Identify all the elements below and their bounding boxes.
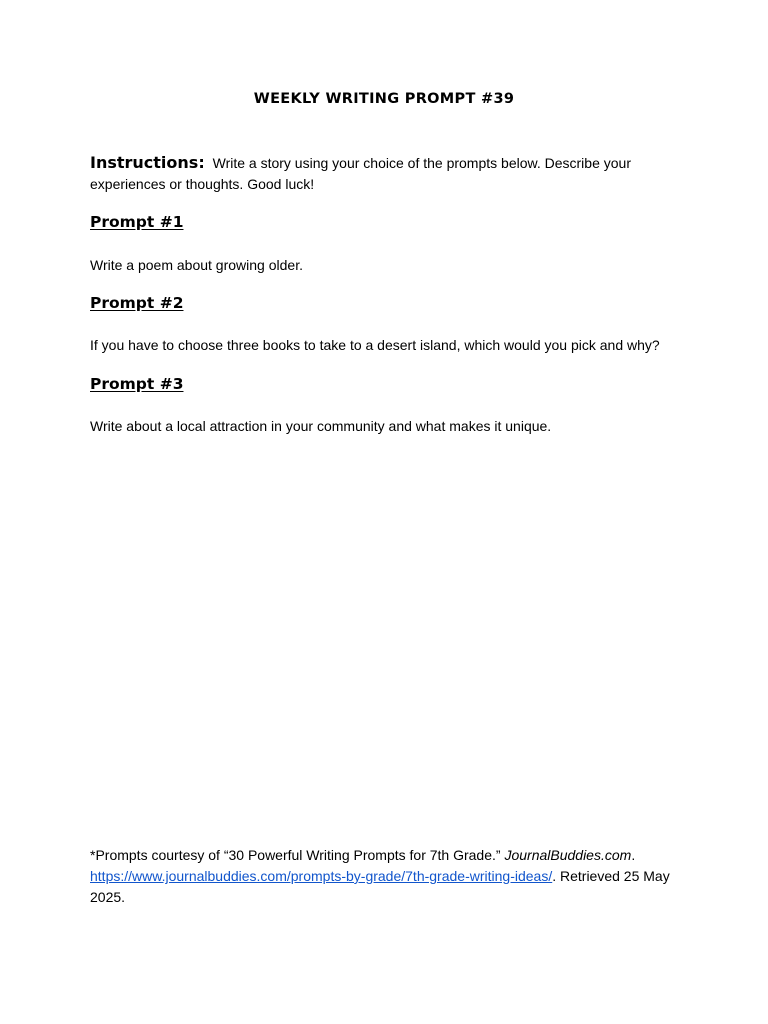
- prompt-2-heading: Prompt #2: [90, 294, 184, 312]
- prompt-1-text: Write a poem about growing older.: [90, 257, 303, 273]
- instructions-text: Write a story using your choice of the prompts below. Describe your experiences or thoughts. Good luck!: [90, 155, 631, 192]
- instructions-paragraph: [90, 152, 670, 195]
- prompt-2-text: If you have to choose three books to take to a desert island, which would you pick and why?: [90, 337, 660, 353]
- footnote-retrieved: . Retrieved 25 May 2025.: [90, 868, 670, 905]
- footnote-prefix: *Prompts courtesy of “30 Powerful Writing Prompts for 7th Grade.”: [90, 847, 505, 863]
- footnote-source-suffix: .: [631, 847, 636, 863]
- prompt-3-text: Write about a local attraction in your community and what makes it unique.: [90, 418, 552, 434]
- instructions-label: Instructions:: [90, 153, 205, 172]
- source-footnote: [90, 845, 670, 908]
- footnote-source-link[interactable]: https://www.journalbuddies.com/prompts-by-grade/7th-grade-writing-ideas/: [90, 868, 553, 884]
- prompt-1-heading: Prompt #1: [90, 213, 184, 231]
- page-title: WEEKLY WRITING PROMPT #39: [253, 91, 515, 107]
- footnote-source: JournalBuddies.com: [504, 847, 632, 863]
- prompt-3-heading: Prompt #3: [90, 375, 184, 393]
